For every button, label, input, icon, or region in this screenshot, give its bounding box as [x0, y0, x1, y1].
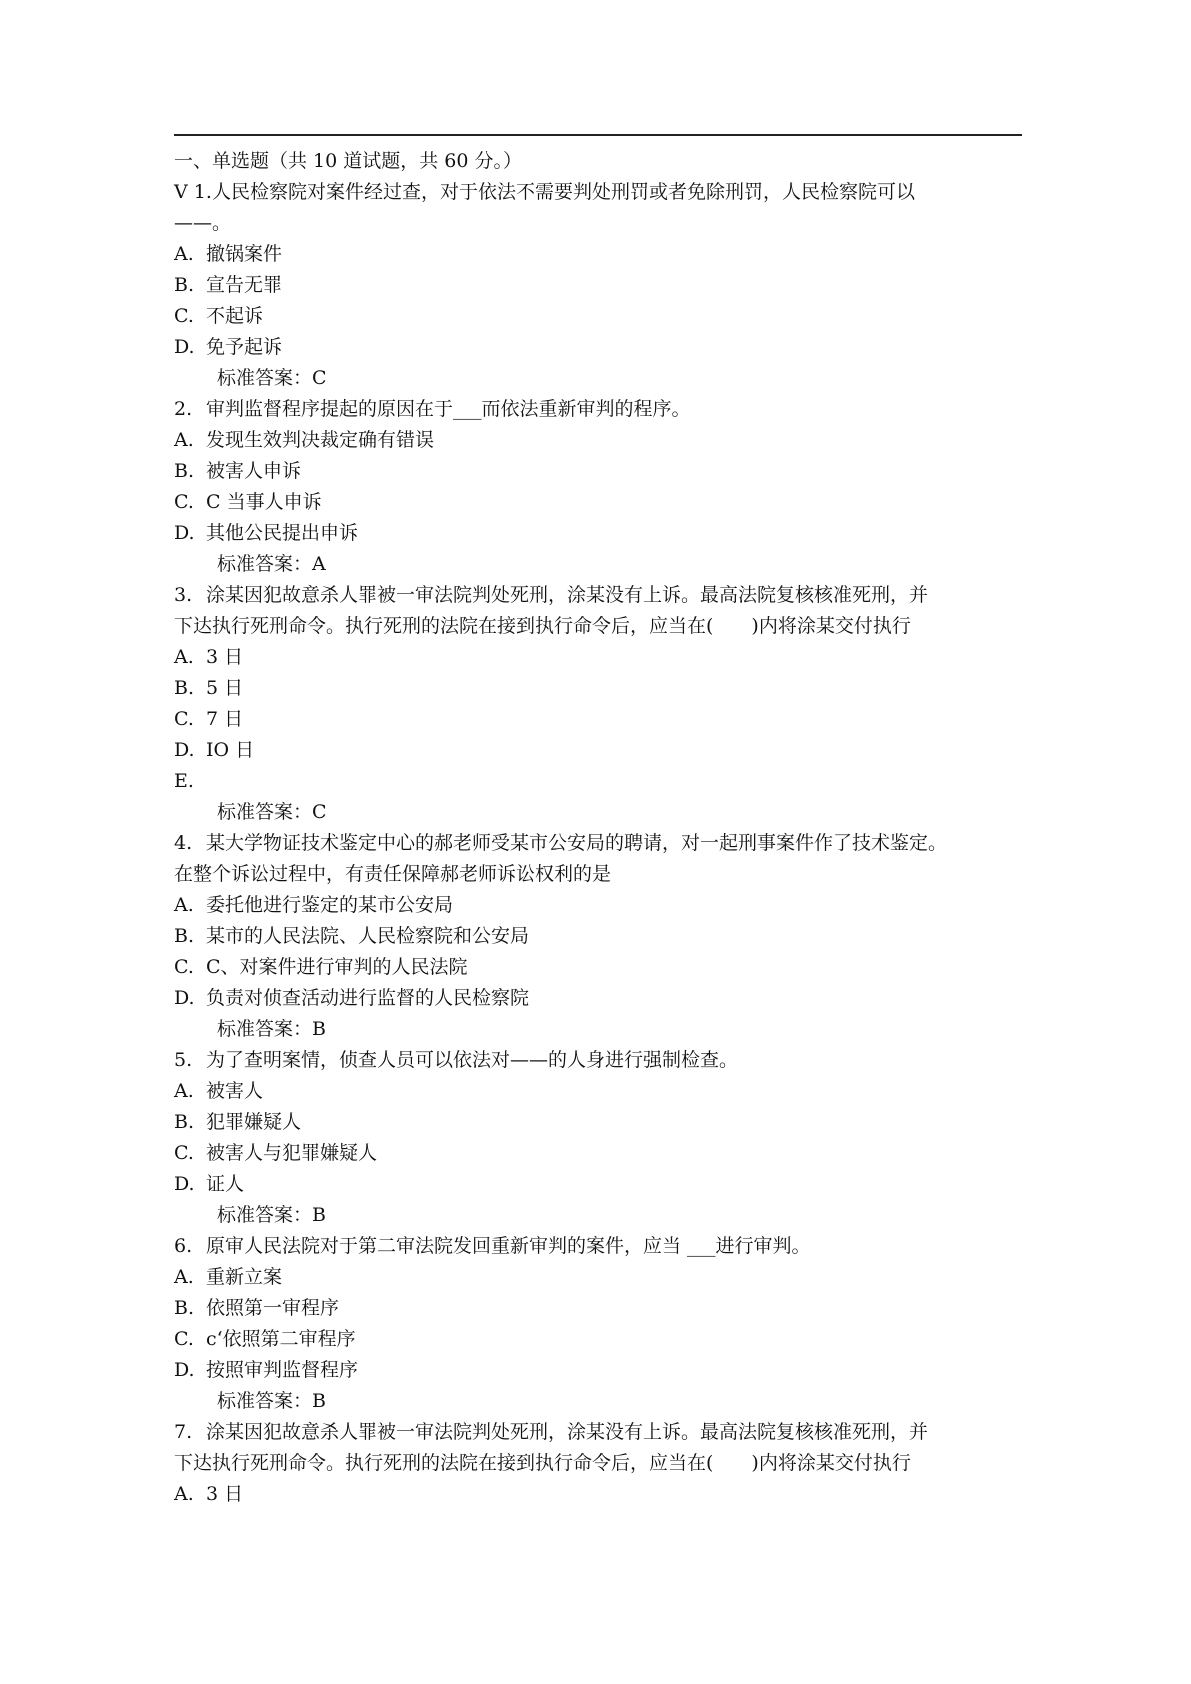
question-number: 5.	[174, 1049, 193, 1071]
option-d	[174, 735, 1024, 766]
question-number: V 1.	[174, 181, 212, 203]
option-text: 发现生效判决裁定确有错误	[206, 429, 435, 451]
option-a	[174, 1076, 1024, 1107]
question-number: 2.	[174, 398, 193, 420]
standard-answer: 标准答案：C	[217, 801, 327, 823]
question-text: 涂某因犯故意杀人罪被一审法院判处死刑，涂某没有上诉。最高法院复核核准死刑，并	[206, 1421, 929, 1443]
option-letter: A.	[174, 894, 194, 916]
option-letter: C.	[174, 956, 194, 978]
option-letter: B.	[174, 1297, 195, 1319]
option-a	[174, 642, 1024, 673]
option-text: IO 日	[206, 739, 255, 761]
question-stem	[174, 177, 1024, 208]
standard-answer: 标准答案：B	[217, 1390, 326, 1412]
question-1	[174, 177, 1024, 394]
option-text: 依照第一审程序	[206, 1297, 340, 1319]
option-text: C 当事人申诉	[206, 491, 322, 513]
option-letter: D.	[174, 1173, 195, 1195]
question-6	[174, 1231, 1024, 1417]
option-d	[174, 332, 1024, 363]
option-d	[174, 1355, 1024, 1386]
standard-answer: 标准答案：B	[217, 1018, 326, 1040]
option-a	[174, 239, 1024, 270]
option-text: 证人	[206, 1173, 245, 1195]
option-c	[174, 487, 1024, 518]
standard-answer: 标准答案：C	[217, 367, 327, 389]
section-title: 一、单选题（共 10 道试题，共 60 分。）	[174, 150, 523, 172]
option-letter: B.	[174, 925, 195, 947]
option-d	[174, 1169, 1024, 1200]
option-letter: A.	[174, 1080, 194, 1102]
option-d	[174, 518, 1024, 549]
option-a	[174, 1262, 1024, 1293]
option-letter: C.	[174, 1328, 194, 1350]
option-e	[174, 766, 1024, 797]
question-text: 某大学物证技术鉴定中心的郝老师受某市公安局的聘请，对一起刑事案件作了技术鉴定。	[206, 832, 948, 854]
option-a	[174, 1479, 1024, 1510]
option-text: 被害人申诉	[206, 460, 302, 482]
question-text: 原审人民法院对于第二审法院发回重新审判的案件，应当 ___进行审判。	[206, 1235, 811, 1257]
option-text: 被害人	[206, 1080, 264, 1102]
option-b	[174, 673, 1024, 704]
option-text: 免予起诉	[206, 336, 283, 358]
option-letter: D.	[174, 739, 195, 761]
option-b	[174, 456, 1024, 487]
option-letter: B.	[174, 274, 195, 296]
question-text-continued: 在整个诉讼过程中，有责任保障郝老师诉讼权利的是	[174, 863, 612, 885]
option-text: c‘依照第二审程序	[206, 1328, 356, 1350]
option-text: 撤锅案件	[206, 243, 283, 265]
option-letter: C.	[174, 305, 194, 327]
option-c	[174, 952, 1024, 983]
option-b	[174, 921, 1024, 952]
option-c	[174, 1324, 1024, 1355]
option-letter: C.	[174, 1142, 194, 1164]
question-number: 3.	[174, 584, 193, 606]
option-letter: B.	[174, 1111, 195, 1133]
option-c	[174, 704, 1024, 735]
question-text: 涂某因犯故意杀人罪被一审法院判处死刑，涂某没有上诉。最高法院复核核准死刑，并	[206, 584, 929, 606]
option-text: 3 日	[206, 646, 244, 668]
option-text: C、对案件进行审判的人民法院	[206, 956, 468, 978]
question-text-continued: 下达执行死刑命令。执行死刑的法院在接到执行命令后，应当在( )内将涂某交付执行	[174, 615, 911, 637]
option-letter: A.	[174, 243, 194, 265]
question-text: 审判监督程序提起的原因在于___而依法重新审判的程序。	[206, 398, 691, 420]
option-text: 3 日	[206, 1483, 244, 1505]
option-b	[174, 1293, 1024, 1324]
question-stem	[174, 828, 1024, 859]
option-text: 负责对侦查活动进行监督的人民检察院	[206, 987, 530, 1009]
question-text: 人民检察院对案件经过查，对于依法不需要判处刑罚或者免除刑罚，人民检察院可以	[212, 181, 916, 203]
standard-answer: 标准答案：A	[217, 553, 326, 575]
standard-answer: 标准答案：B	[217, 1204, 326, 1226]
option-text: 重新立案	[206, 1266, 283, 1288]
question-3	[174, 580, 1024, 828]
option-c	[174, 301, 1024, 332]
question-stem	[174, 1231, 1024, 1262]
option-letter: C.	[174, 708, 194, 730]
question-2	[174, 394, 1024, 580]
question-number: 7.	[174, 1421, 193, 1443]
option-letter: A.	[174, 646, 194, 668]
option-letter: D.	[174, 987, 195, 1009]
option-text: 某市的人民法院、人民检察院和公安局	[206, 925, 530, 947]
option-text: 不起诉	[206, 305, 264, 327]
option-letter: D.	[174, 522, 195, 544]
option-letter: B.	[174, 460, 195, 482]
option-text: 委托他进行鉴定的某市公安局	[206, 894, 454, 916]
option-text: 被害人与犯罪嫌疑人	[206, 1142, 378, 1164]
option-a	[174, 890, 1024, 921]
option-letter: B.	[174, 677, 195, 699]
option-letter: A.	[174, 1483, 194, 1505]
option-c	[174, 1138, 1024, 1169]
question-text-continued: ——。	[174, 212, 232, 234]
option-d	[174, 983, 1024, 1014]
header-rule	[174, 134, 1022, 136]
question-7	[174, 1417, 1024, 1510]
question-number: 6.	[174, 1235, 193, 1257]
question-text-continued: 下达执行死刑命令。执行死刑的法院在接到执行命令后，应当在( )内将涂某交付执行	[174, 1452, 911, 1474]
question-stem	[174, 1417, 1024, 1448]
option-letter: E.	[174, 770, 194, 792]
question-number: 4.	[174, 832, 193, 854]
option-text: 宣告无罪	[206, 274, 283, 296]
option-letter: A.	[174, 1266, 194, 1288]
question-5	[174, 1045, 1024, 1231]
question-stem	[174, 394, 1024, 425]
option-b	[174, 270, 1024, 301]
question-stem	[174, 580, 1024, 611]
option-letter: C.	[174, 491, 194, 513]
option-text: 5 日	[206, 677, 244, 699]
option-a	[174, 425, 1024, 456]
option-text: 犯罪嫌疑人	[206, 1111, 302, 1133]
option-letter: A.	[174, 429, 194, 451]
option-text: 7 日	[206, 708, 244, 730]
option-text: 按照审判监督程序	[206, 1359, 359, 1381]
option-b	[174, 1107, 1024, 1138]
question-4	[174, 828, 1024, 1045]
option-letter: D.	[174, 336, 195, 358]
option-letter: D.	[174, 1359, 195, 1381]
option-text: 其他公民提出申诉	[206, 522, 359, 544]
exam-content	[174, 146, 1024, 1510]
question-stem	[174, 1045, 1024, 1076]
question-text: 为了查明案情，侦查人员可以依法对——的人身进行强制检查。	[206, 1049, 739, 1071]
